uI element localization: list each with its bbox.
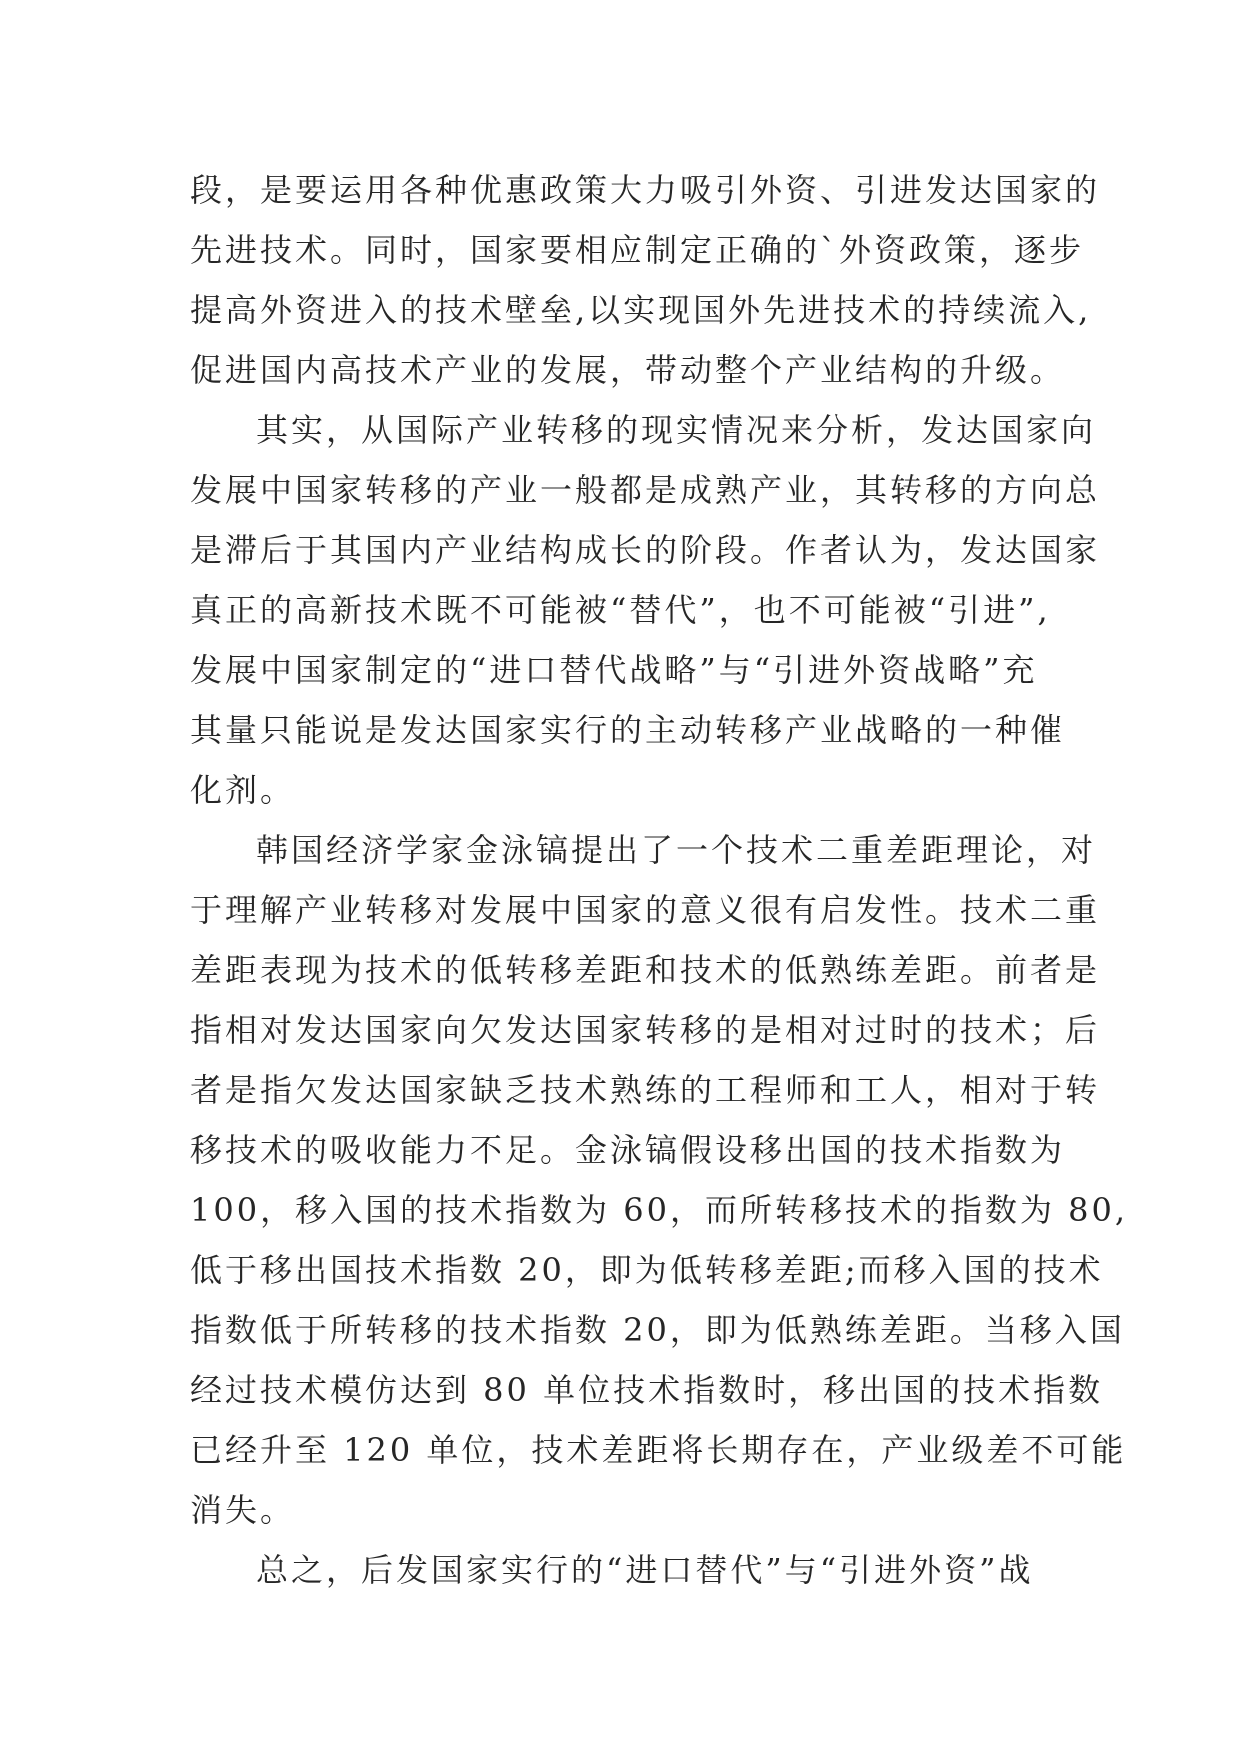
text-line: 其实，从国际产业转移的现实情况来分析，发达国家向 [256,411,1097,449]
text-line: 提高外资进入的技术壁垒,以实现国外先进技术的持续流入, [190,291,1092,329]
text-line: 其量只能说是发达国家实行的主动转移产业战略的一种催 [190,711,1066,749]
text-line: 差距表现为技术的低转移差距和技术的低熟练差距。前者是 [190,951,1101,989]
text-line: 韩国经济学家金泳镐提出了一个技术二重差距理论，对 [256,831,1097,869]
document-body [190,160,1129,1600]
text-line: 经过技术模仿达到 80 单位技术指数时，移出国的技术指数 [190,1371,1104,1409]
text-line: 者是指欠发达国家缺乏技术熟练的工程师和工人，相对于转 [190,1071,1101,1109]
paragraph-2 [190,400,1101,820]
text-line: 指相对发达国家向欠发达国家转移的是相对过时的技术；后 [190,1011,1101,1049]
text-line: 总之，后发国家实行的“进口替代”与“引进外资”战 [256,1551,1034,1589]
text-line: 化剂。 [190,771,296,809]
text-line: 低于移出国技术指数 20，即为低转移差距;而移入国的技术 [190,1251,1104,1289]
text-line: 先进技术。同时，国家要相应制定正确的`外资政策，逐步 [190,231,1085,269]
text-line: 是滞后于其国内产业结构成长的阶段。作者认为，发达国家 [190,531,1101,569]
text-line: 于理解产业转移对发展中国家的意义很有启发性。技术二重 [190,891,1101,929]
paragraph-1 [190,160,1101,400]
paragraph-3 [190,820,1129,1540]
text-line: 移技术的吸收能力不足。金泳镐假设移出国的技术指数为 [190,1131,1066,1169]
text-line: 段，是要运用各种优惠政策大力吸引外资、引进发达国家的 [190,171,1101,209]
text-line: 已经升至 120 单位，技术差距将长期存在，产业级差不可能 [190,1431,1127,1469]
text-line: 100，移入国的技术指数为 60，而所转移技术的指数为 80, [190,1191,1129,1229]
text-line: 促进国内高技术产业的发展，带动整个产业结构的升级。 [190,351,1066,389]
text-line: 发展中国家转移的产业一般都是成熟产业，其转移的方向总 [190,471,1101,509]
paragraph-4 [190,1540,1070,1600]
text-line: 发展中国家制定的“进口替代战略”与“引进外资战略”充 [190,651,1038,689]
text-line: 真正的高新技术既不可能被“替代”，也不可能被“引进”, [190,591,1051,629]
text-line: 消失。 [190,1491,296,1529]
text-line: 指数低于所转移的技术指数 20，即为低熟练差距。当移入国 [190,1311,1125,1349]
